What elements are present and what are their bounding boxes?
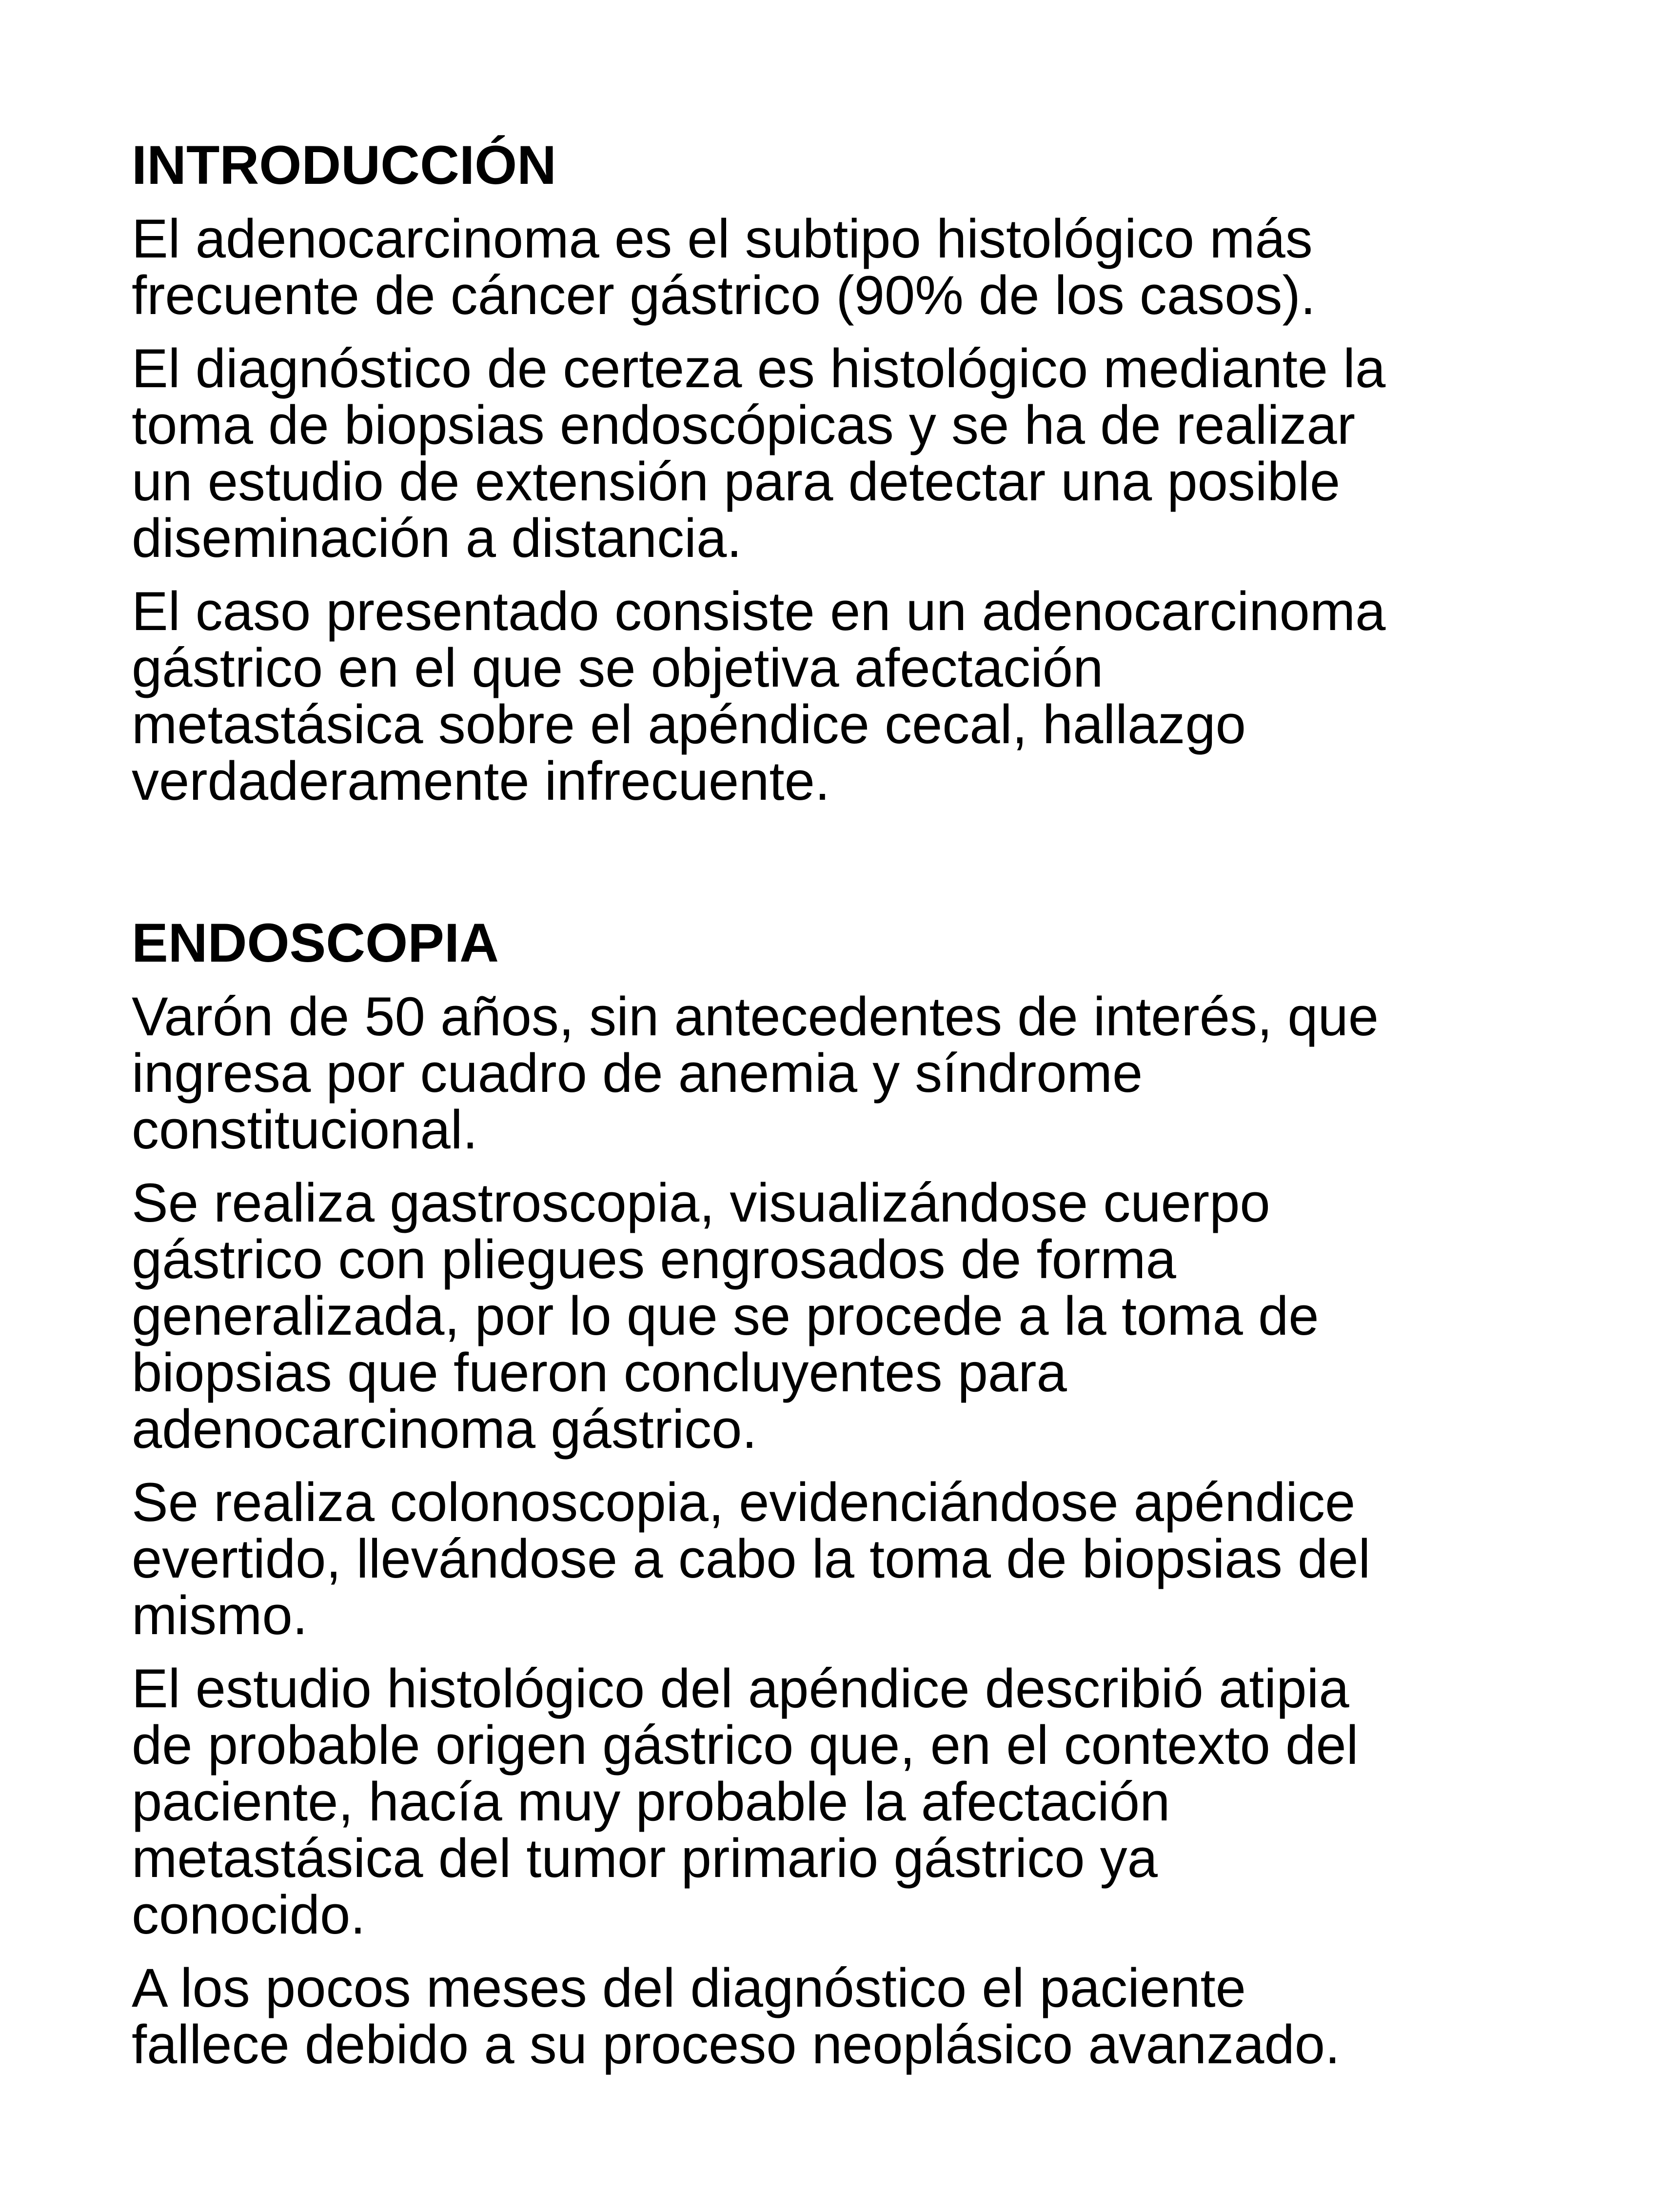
text-line: paciente, hacía muy probable la afectación: [132, 1771, 1170, 1832]
text-line: El diagnóstico de certeza es histológico mediante la: [132, 338, 1386, 399]
paragraph: [132, 1957, 1526, 2075]
text-line: frecuente de cáncer gástrico (90% de los casos).: [132, 265, 1316, 326]
text-line: gástrico con pliegues engrosados de forma: [132, 1229, 1176, 1290]
text-line: A los pocos meses del diagnóstico el paciente: [132, 1957, 1246, 2018]
paragraph: [132, 208, 1526, 326]
paragraph: [132, 988, 1526, 1158]
text-line: verdaderamente infrecuente.: [132, 750, 830, 811]
text-line: El caso presentado consiste en un adenocarcinoma: [132, 581, 1386, 642]
text-line: metastásica sobre el apéndice cecal, hallazgo: [132, 694, 1246, 755]
text-line: metastásica del tumor primario gástrico ya: [132, 1828, 1158, 1889]
section-heading: ENDOSCOPIA: [132, 912, 499, 973]
paragraph: [132, 1474, 1526, 1644]
text-line: adenocarcinoma gástrico.: [132, 1399, 757, 1460]
section-introduccion: [132, 137, 1526, 810]
text-line: generalizada, por lo que se procede a la toma de: [132, 1285, 1319, 1346]
text-line: fallece debido a su proceso neoplásico avanzado.: [132, 2014, 1341, 2075]
text-line: Se realiza colonoscopia, evidenciándose apéndice: [132, 1472, 1356, 1533]
document-page: [132, 137, 1526, 2090]
text-line: mismo.: [132, 1585, 308, 1646]
text-line: constitucional.: [132, 1099, 478, 1160]
text-line: Varón de 50 años, sin antecedentes de interés, que: [132, 986, 1379, 1047]
paragraph: [132, 1172, 1526, 1460]
text-line: El adenocarcinoma es el subtipo histológico más: [132, 208, 1313, 269]
text-line: diseminación a distancia.: [132, 508, 742, 569]
text-line: evertido, llevándose a cabo la toma de biopsias del: [132, 1528, 1371, 1589]
text-line: El estudio histológico del apéndice describió atipia: [132, 1658, 1349, 1719]
section-endoscopia: [132, 914, 1526, 2073]
text-line: toma de biopsias endoscópicas y se ha de realizar: [132, 395, 1356, 455]
text-line: de probable origen gástrico que, en el contexto del: [132, 1715, 1359, 1776]
paragraph: [132, 583, 1526, 810]
text-line: conocido.: [132, 1884, 366, 1945]
text-line: gástrico en el que se objetiva afectación: [132, 637, 1104, 698]
text-line: Se realiza gastroscopia, visualizándose cuerpo: [132, 1172, 1270, 1233]
paragraph: [132, 1660, 1526, 1943]
text-line: un estudio de extensión para detectar una posible: [132, 451, 1341, 512]
text-line: ingresa por cuadro de anemia y síndrome: [132, 1043, 1143, 1104]
text-line: biopsias que fueron concluyentes para: [132, 1342, 1067, 1403]
section-heading: INTRODUCCIÓN: [132, 135, 557, 196]
paragraph: [132, 340, 1526, 567]
